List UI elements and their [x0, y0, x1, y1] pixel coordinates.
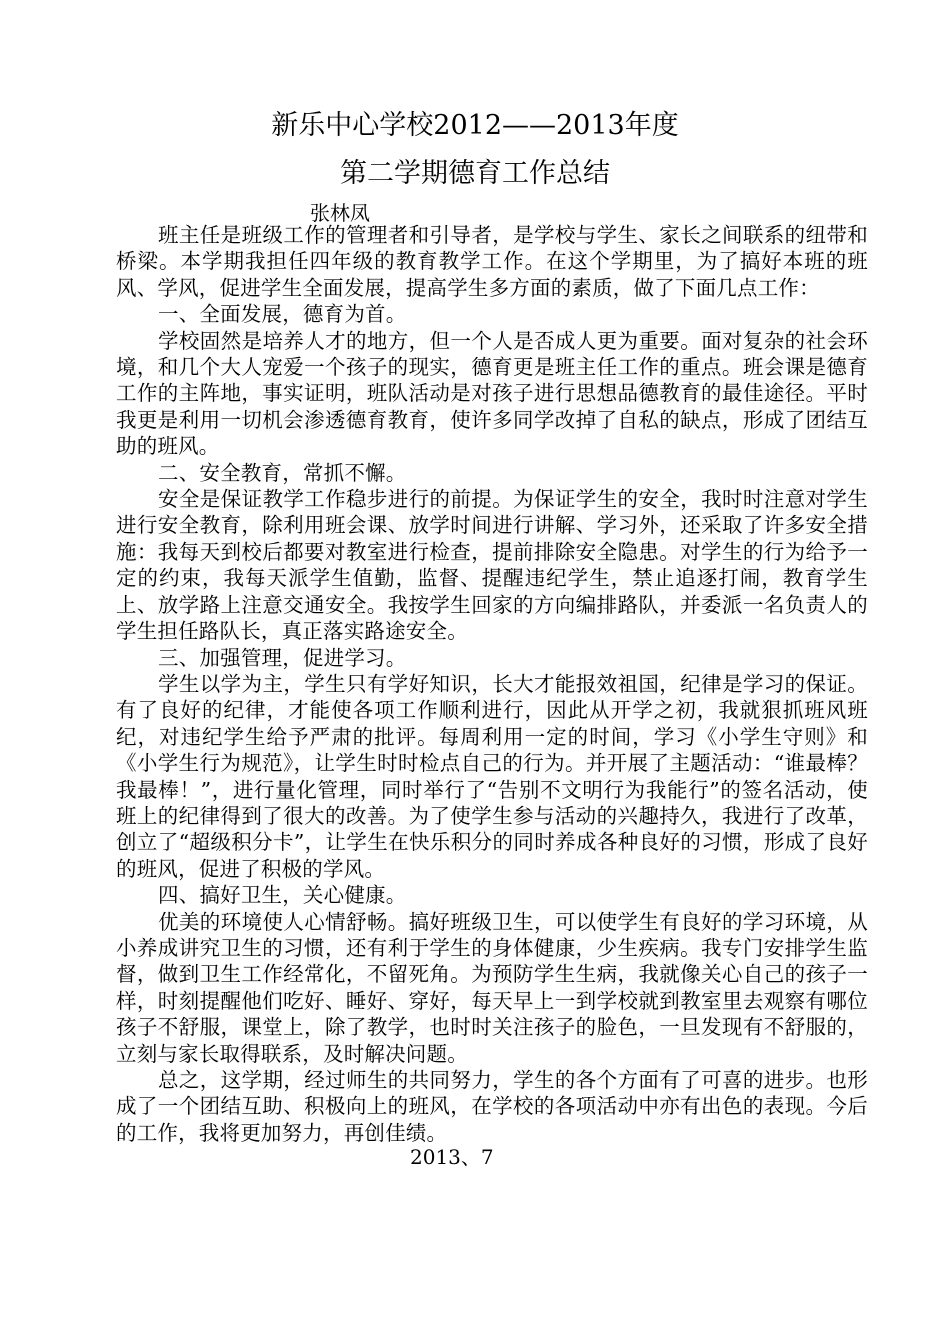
section-heading-1: 一、全面发展，德育为首。: [158, 302, 407, 327]
document-body: [116, 222, 868, 1146]
section-heading-2: 二、安全教育，常抓不懈。: [158, 460, 407, 485]
author-name: 张林凤: [310, 201, 370, 225]
paragraph-1: 学校固然是培养人才的地方，但一个人是否成人更为重要。面对复杂的社会环境，和几个大人宠爱一个孩子的现实，德育更是班主任工作的重点。班会课是德育工作的主阵地，事实证明，班队活动是对孩子进行思想品德教育的最佳途径。平时我更是利用一切机会渗透德育教育，使许多同学改掉了自私的缺点，形成了团结互助的班风。: [116, 328, 868, 459]
section-heading-4: 四、搞好卫生，关心健康。: [158, 883, 407, 908]
paragraph-3: 学生以学为主，学生只有学好知识，长大才能报效祖国，纪律是学习的保证。有了良好的纪律，才能使各项工作顺利进行，因此从开学之初，我就狠抓班风班纪，对违纪学生给予严肃的批评。每周利用一定的时间，学习《小学生守则》和《小学生行为规范》，让学生时时检点自己的行为。并开展了主题活动：“谁最棒？我最棒！”，进行量化管理，同时举行了“告别不文明行为我能行”的签名活动，使班上的纪律得到了很大的改善。为了使学生参与活动的兴趣持久，我进行了改革，创立了“超级积分卡”，让学生在快乐积分的同时养成各种良好的习惯，形成了良好的班风，促进了积极的学风。: [116, 671, 868, 881]
paragraph-2: 安全是保证教学工作稳步进行的前提。为保证学生的安全，我时时注意对学生进行安全教育，除利用班会课、放学时间进行讲解、学习外，还采取了许多安全措施：我每天到校后都要对教室进行检查，提前排除安全隐患。对学生的行为给予一定的约束，我每天派学生值勤，监督、提醒违纪学生，禁止追逐打闹，教育学生上、放学路上注意交通安全。我按学生回家的方向编排路队，并委派一名负责人的学生担任路队长，真正落实路途安全。: [116, 487, 868, 644]
document-date: 2013、7: [410, 1145, 494, 1169]
document-title-line2: 第二学期德育工作总结: [340, 158, 610, 189]
paragraph-4: 优美的环境使人心情舒畅。搞好班级卫生，可以使学生有良好的学习环境，从小养成讲究卫生的习惯，还有利于学生的身体健康，少生疾病。我专门安排学生监督，做到卫生工作经常化，不留死角。为预防学生生病，我就像关心自己的孩子一样，时刻提醒他们吃好、睡好、穿好，每天早上一到学校就到教室里去观察有哪位孩子不舒服，课堂上，除了教学，也时时关注孩子的脸色，一旦发现有不舒服的，立刻与家长取得联系，及时解决问题。: [116, 909, 868, 1066]
section-heading-3: 三、加强管理，促进学习。: [158, 645, 407, 670]
paragraph-conclusion: 总之，这学期，经过师生的共同努力，学生的各个方面有了可喜的进步。也形成了一个团结互助、积极向上的班风，在学校的各项活动中亦有出色的表现。今后的工作，我将更加努力，再创佳绩。: [116, 1068, 868, 1145]
paragraph-intro: 班主任是班级工作的管理者和引导者，是学校与学生、家长之间联系的纽带和桥梁。本学期我担任四年级的教育教学工作。在这个学期里，为了搞好本班的班风、学风，促进学生全面发展，提高学生多方面的素质，做了下面几点工作：: [116, 223, 868, 300]
document-title-line1: 新乐中心学校2012——2013年度: [271, 110, 679, 141]
